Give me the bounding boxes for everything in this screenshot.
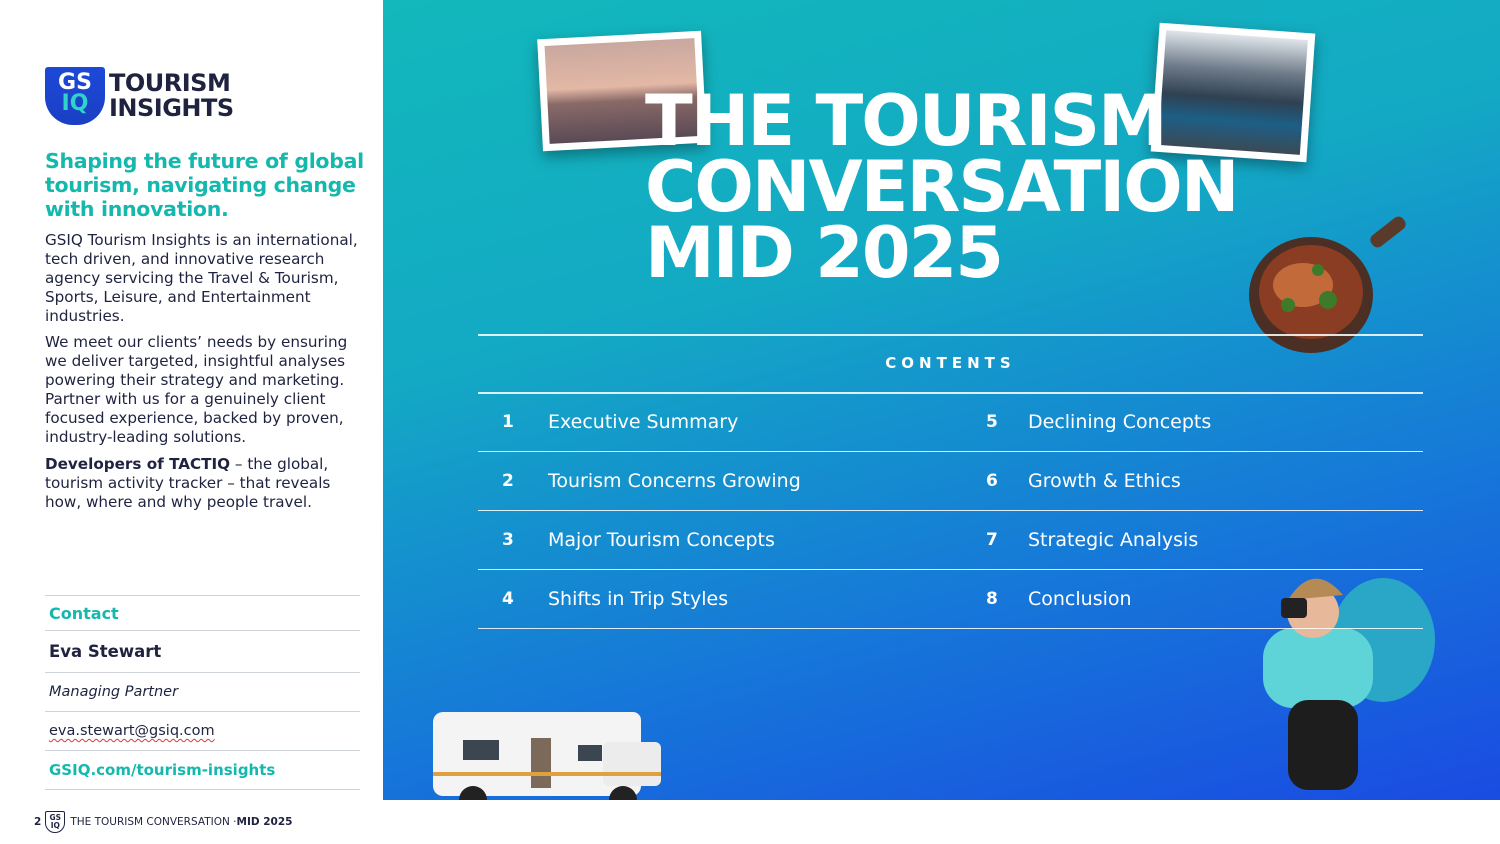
- footer-doc-edition: MID 2025: [236, 816, 293, 828]
- mini-logo-icon: GS IQ: [45, 811, 65, 833]
- contents-heading: CONTENTS: [885, 354, 1016, 372]
- toc-item-major-concepts[interactable]: [478, 511, 775, 569]
- toc-number: 1: [502, 412, 514, 432]
- table-of-contents: [478, 393, 1423, 629]
- toc-row: [478, 452, 1423, 511]
- toc-label: Major Tourism Concepts: [548, 529, 775, 551]
- tactiq-rest: – the global, tourism activity tracker – that reveals how, where and why people travel.: [45, 455, 331, 511]
- logo-wordmark: TOURISM INSIGHTS: [109, 69, 234, 122]
- toc-item-executive-summary[interactable]: [478, 393, 738, 451]
- toc-number: 3: [502, 530, 514, 550]
- shield-logo-icon: [45, 67, 105, 125]
- toc-row: [478, 570, 1423, 629]
- toc-label: Tourism Concerns Growing: [548, 470, 801, 492]
- toc-number: 2: [502, 471, 514, 491]
- toc-number: 7: [986, 530, 998, 550]
- toc-label: Executive Summary: [548, 411, 739, 433]
- toc-label: Strategic Analysis: [1028, 529, 1199, 551]
- toc-number: 4: [502, 589, 514, 609]
- toc-item-growth-ethics[interactable]: [962, 452, 1181, 510]
- contact-website-link[interactable]: GSIQ.com/tourism-insights: [45, 750, 360, 790]
- toc-item-strategic-analysis[interactable]: [962, 511, 1198, 569]
- tagline: Shaping the future of global tourism, navigating change with innovation.: [45, 149, 364, 221]
- contact-email-link[interactable]: eva.stewart@gsiq.com: [45, 711, 360, 750]
- title-line-3: MID 2025: [645, 212, 1003, 294]
- camper-van-icon: [433, 712, 661, 800]
- intro-paragraph: GSIQ Tourism Insights is an international, tech driven, and innovative research agency servicing the Travel & Tourism, Sports, Leisure, and Entertainment industries.: [45, 231, 358, 325]
- page-number: 2: [34, 816, 42, 828]
- toc-label: Conclusion: [1028, 588, 1132, 610]
- toc-label: Shifts in Trip Styles: [548, 588, 729, 610]
- toc-number: 5: [986, 412, 998, 432]
- tactiq-paragraph: [45, 455, 363, 512]
- toc-label: Growth & Ethics: [1028, 470, 1181, 492]
- toc-number: 6: [986, 471, 998, 491]
- toc-label: Declining Concepts: [1028, 411, 1212, 433]
- toc-number: 8: [986, 589, 998, 609]
- toc-item-declining-concepts[interactable]: [962, 393, 1211, 451]
- footer-doc-title: THE TOURISM CONVERSATION ·: [70, 816, 237, 828]
- toc-item-tourism-concerns[interactable]: [478, 452, 801, 510]
- toc-item-trip-styles[interactable]: [478, 570, 728, 628]
- mission-paragraph: We meet our clients’ needs by ensuring we deliver targeted, insightful analyses powering their strategy and marketing. Partner with us for a genuinely client focused experience, backed by proven, industry-leading solutions.: [45, 333, 348, 446]
- title-line-2: CONVERSATION: [645, 146, 1238, 228]
- toc-row: [478, 511, 1423, 570]
- tactiq-bold: Developers of TACTIQ: [45, 455, 231, 473]
- brand-logo: [45, 67, 255, 125]
- page-title: [645, 80, 1345, 294]
- contact-name: Eva Stewart: [45, 630, 360, 672]
- logo-iq-text: IQ: [61, 91, 89, 116]
- page-footer: [34, 811, 292, 833]
- toc-item-conclusion[interactable]: [962, 570, 1132, 628]
- logo-gs-text: GS: [58, 70, 92, 95]
- toc-row: [478, 393, 1423, 452]
- contact-role: Managing Partner: [45, 672, 360, 711]
- contact-heading: Contact: [45, 595, 360, 630]
- title-line-1: THE TOURISM: [645, 80, 1166, 162]
- contents-top-divider: [478, 334, 1423, 336]
- contact-block: [45, 595, 360, 790]
